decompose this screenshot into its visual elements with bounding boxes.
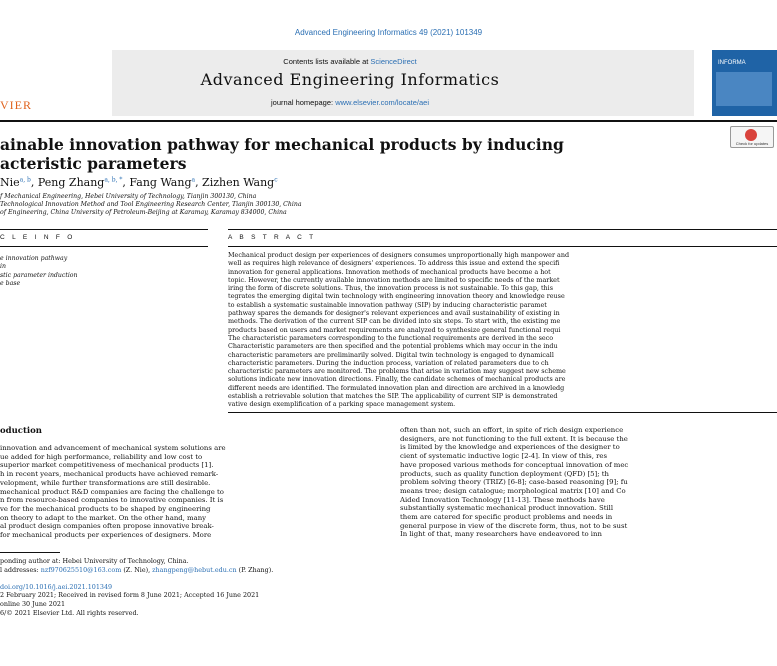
abstract-line: vative design exemplification of a parking space management system. bbox=[228, 400, 456, 409]
email-suffix: (P. Zhang). bbox=[236, 565, 274, 574]
corresponding-author-note: ponding author at: Hebei University of Technology, China. bbox=[0, 557, 189, 565]
abstract-line: pathway spares the demands for designer's relevant experiences and avail sustainability of existing in bbox=[228, 309, 560, 318]
elsevier-logo: VIER bbox=[0, 98, 32, 112]
title-line-1: ainable innovation pathway for mechanical products by inducing bbox=[0, 135, 564, 154]
abstract-line: different needs are identified. The formulated innovation plan and direction are archived in a knowledg bbox=[228, 383, 565, 392]
body-line: them are catered for specific product problems and needs in bbox=[400, 513, 613, 522]
cover-graphic bbox=[716, 72, 772, 106]
abstract-line: The characteristic parameters corresponding to the functional requirements are derived in the seco bbox=[228, 333, 554, 342]
article-info-heading: C L E I N F O bbox=[0, 234, 76, 241]
body-line: In light of that, many researchers have endeavored to inn bbox=[400, 530, 602, 539]
abstract-line: tegrates the emerging digital twin technology with engineering innovation theory and knowledge reuse bbox=[228, 292, 565, 301]
abstract-line: products based on users and market requirements are analyzed to synthesize general functional requi bbox=[228, 325, 561, 334]
abstract-line: characteristic parameters are preliminarily solved. Digital twin technology is engaged to dynamicall bbox=[228, 350, 554, 359]
keyword-item: e innovation pathway bbox=[0, 255, 68, 262]
journal-homepage-line bbox=[0, 98, 700, 107]
footnote-rule bbox=[0, 552, 60, 553]
body-line: means tree; design catalogue; morphological matrix [10] and Co bbox=[400, 486, 626, 495]
copyright-line: 6/© 2021 Elsevier Ltd. All rights reserved. bbox=[0, 608, 139, 617]
abstract-line: characteristic parameters. During the induction process, variation of related parameters due to ch bbox=[228, 358, 549, 367]
email-suffix: (Z. Nie), bbox=[121, 565, 153, 574]
journal-banner bbox=[0, 50, 777, 120]
abstract-end-rule bbox=[228, 412, 777, 413]
body-line: velopment, while further transformations are still desirable. bbox=[0, 478, 211, 487]
body-line: designers, are not functioning to the full extent. It is because the bbox=[400, 434, 628, 443]
abstract-rule-bottom bbox=[228, 246, 777, 247]
body-line: general purpose in view of the discrete form, thus, not to be sust bbox=[400, 521, 628, 530]
keywords-list bbox=[0, 255, 78, 288]
body-line: for mechanical products per experiences of designers. More bbox=[0, 531, 212, 540]
abstract-body bbox=[228, 251, 777, 409]
journal-name: Advanced Engineering Informatics bbox=[200, 70, 500, 89]
body-line: problem solving theory (TRIZ) [6-8]; case-based reasoning [9]; fu bbox=[400, 478, 628, 487]
crossmark-icon bbox=[745, 129, 757, 141]
abstract-line: Characteristic parameters are then specified and the potential problems which may occur in the indu bbox=[228, 342, 558, 351]
body-line: n from resource-based companies to innovative companies. It is bbox=[0, 496, 224, 505]
article-info-rule bbox=[0, 229, 208, 230]
article-title bbox=[0, 135, 690, 173]
abstract-line: innovation for general applications. Innovation methods of mechanical products have become a hot bbox=[228, 267, 551, 276]
keyword-item: in bbox=[0, 263, 6, 271]
body-line: ue added for high performance, reliability and low cost to bbox=[0, 452, 203, 461]
footnote-spacer bbox=[0, 575, 273, 583]
body-line: innovation and advancement of mechanical system solutions are bbox=[0, 444, 226, 452]
body-line: h in recent years, mechanical products have achieved remark- bbox=[0, 470, 219, 479]
crossmark-badge[interactable] bbox=[730, 126, 774, 148]
introduction-heading: oduction bbox=[0, 426, 42, 436]
abstract-line: characteristic parameters are monitored. The problems that arise in variation may suggest new scheme bbox=[228, 367, 566, 376]
body-line: substantially systematic mechanical product innovation. Still bbox=[400, 504, 614, 513]
author-affil-marker[interactable]: a, b, * bbox=[104, 176, 123, 184]
title-line-2: acteristic parameters bbox=[0, 154, 187, 173]
email-prefix: l addresses: bbox=[0, 565, 41, 574]
keyword-item: e base bbox=[0, 279, 21, 287]
intro-right-column bbox=[400, 426, 777, 539]
abstract-line: topic. However, the currently available innovation methods are limited to specific needs of the market bbox=[228, 275, 560, 284]
running-header: Advanced Engineering Informatics 49 (2021) 101349 bbox=[294, 28, 483, 37]
article-info-rule-bottom bbox=[0, 246, 208, 247]
contents-prefix: Contents lists available at bbox=[283, 57, 371, 66]
body-line: mechanical product R&D companies are facing the challenge to bbox=[0, 487, 224, 496]
received-dates: 2 February 2021; Received in revised form 8 June 2021; Accepted 16 June 2021 bbox=[0, 591, 260, 600]
doi-link[interactable]: doi.org/10.1016/j.aei.2021.101349 bbox=[0, 582, 113, 591]
abstract-line: establish a retrievable solution that matches the SIP. The applicability of current SIP is demonstrated bbox=[228, 392, 558, 401]
body-line: Aided Innovation Technology [11-13]. These methods have bbox=[400, 495, 605, 504]
abstract-heading: A B S T R A C T bbox=[228, 234, 316, 241]
online-date: online 30 June 2021 bbox=[0, 600, 66, 609]
email-link-zhang[interactable]: zhangpeng@hebut.edu.cn bbox=[152, 565, 237, 574]
intro-left-column bbox=[0, 444, 372, 540]
sciencedirect-link[interactable]: ScienceDirect bbox=[370, 57, 417, 66]
body-line: have proposed various methods for conceptual innovation of mec bbox=[400, 460, 629, 469]
affiliation-line: f Mechanical Engineering, Hebei University of Technology, Tianjin 300130, China bbox=[0, 193, 257, 200]
body-line: often than not, such an effort, in spite of rich design experience bbox=[400, 426, 624, 434]
author-name: , Fang Wang bbox=[122, 176, 192, 189]
author-affil-marker[interactable]: a, b bbox=[19, 176, 31, 184]
affiliation-line: of Engineering, China University of Petroleum-Beijing at Karamay, Karamay 834000, China bbox=[0, 209, 287, 217]
author-name: , Peng Zhang bbox=[30, 176, 105, 189]
body-line: is limited by the knowledge and experiences of the designer to bbox=[400, 443, 620, 452]
journal-cover-image bbox=[712, 50, 777, 116]
abstract-line: solutions indicate new innovation directions. Finally, the candidate schemes of mechanical products are bbox=[228, 375, 566, 384]
affiliation-line: Technological Innovation Method and Tool Engineering Research Center, Tianjin 300130, China bbox=[0, 201, 302, 209]
affiliations bbox=[0, 193, 302, 218]
body-line: cient of systematic inductive logic [2-4]. In view of this, res bbox=[400, 452, 607, 461]
banner-rule bbox=[0, 120, 777, 122]
author-list bbox=[0, 176, 278, 189]
author-affil-marker[interactable]: a bbox=[191, 176, 196, 184]
abstract-line: Mechanical product design per experiences of designers consumes unproportionally high manpower and bbox=[228, 251, 570, 259]
journal-homepage-link[interactable]: www.elsevier.com/locate/aei bbox=[335, 98, 429, 107]
body-line: ve for the mechanical products to be shaped by engineering bbox=[0, 504, 211, 513]
footnotes bbox=[0, 557, 273, 618]
author-affil-marker[interactable]: c bbox=[274, 176, 278, 184]
crossmark-label: Check for updates bbox=[735, 141, 769, 146]
body-line: products, such as quality function deployment (QFD) [5]; th bbox=[400, 469, 609, 478]
author-name: Nie bbox=[0, 176, 20, 189]
abstract-line: iring the form of discrete solutions. Thus, the innovation process is not sustainable. To this gap, this bbox=[228, 284, 553, 293]
homepage-prefix: journal homepage: bbox=[270, 98, 336, 107]
abstract-line: methods. The derivation of the current SIP can be divided into six steps. To start with, the existing me bbox=[228, 317, 561, 326]
body-line: al product design companies often propose innovative break- bbox=[0, 522, 214, 531]
body-line: superior market competitiveness of mechanical products [1]. bbox=[0, 461, 214, 470]
keyword-item: stic parameter induction bbox=[0, 271, 78, 279]
email-line bbox=[0, 566, 273, 575]
cover-text: INFORMA bbox=[718, 60, 746, 66]
email-link-nie[interactable]: nzf970625510@163.com bbox=[40, 565, 122, 574]
abstract-line: to establish a systematic sustainable innovation pathway (SIP) by inducing characteristic paramet bbox=[228, 300, 547, 309]
author-name: , Zizhen Wang bbox=[195, 176, 275, 189]
contents-available-line bbox=[0, 57, 700, 66]
body-line: on theory to adapt to the market. On the other hand, many bbox=[0, 513, 207, 522]
abstract-line: well as requires high relevance of designers' experiences. To address this issue and extend the specifi bbox=[228, 259, 560, 268]
abstract-rule bbox=[228, 229, 777, 230]
